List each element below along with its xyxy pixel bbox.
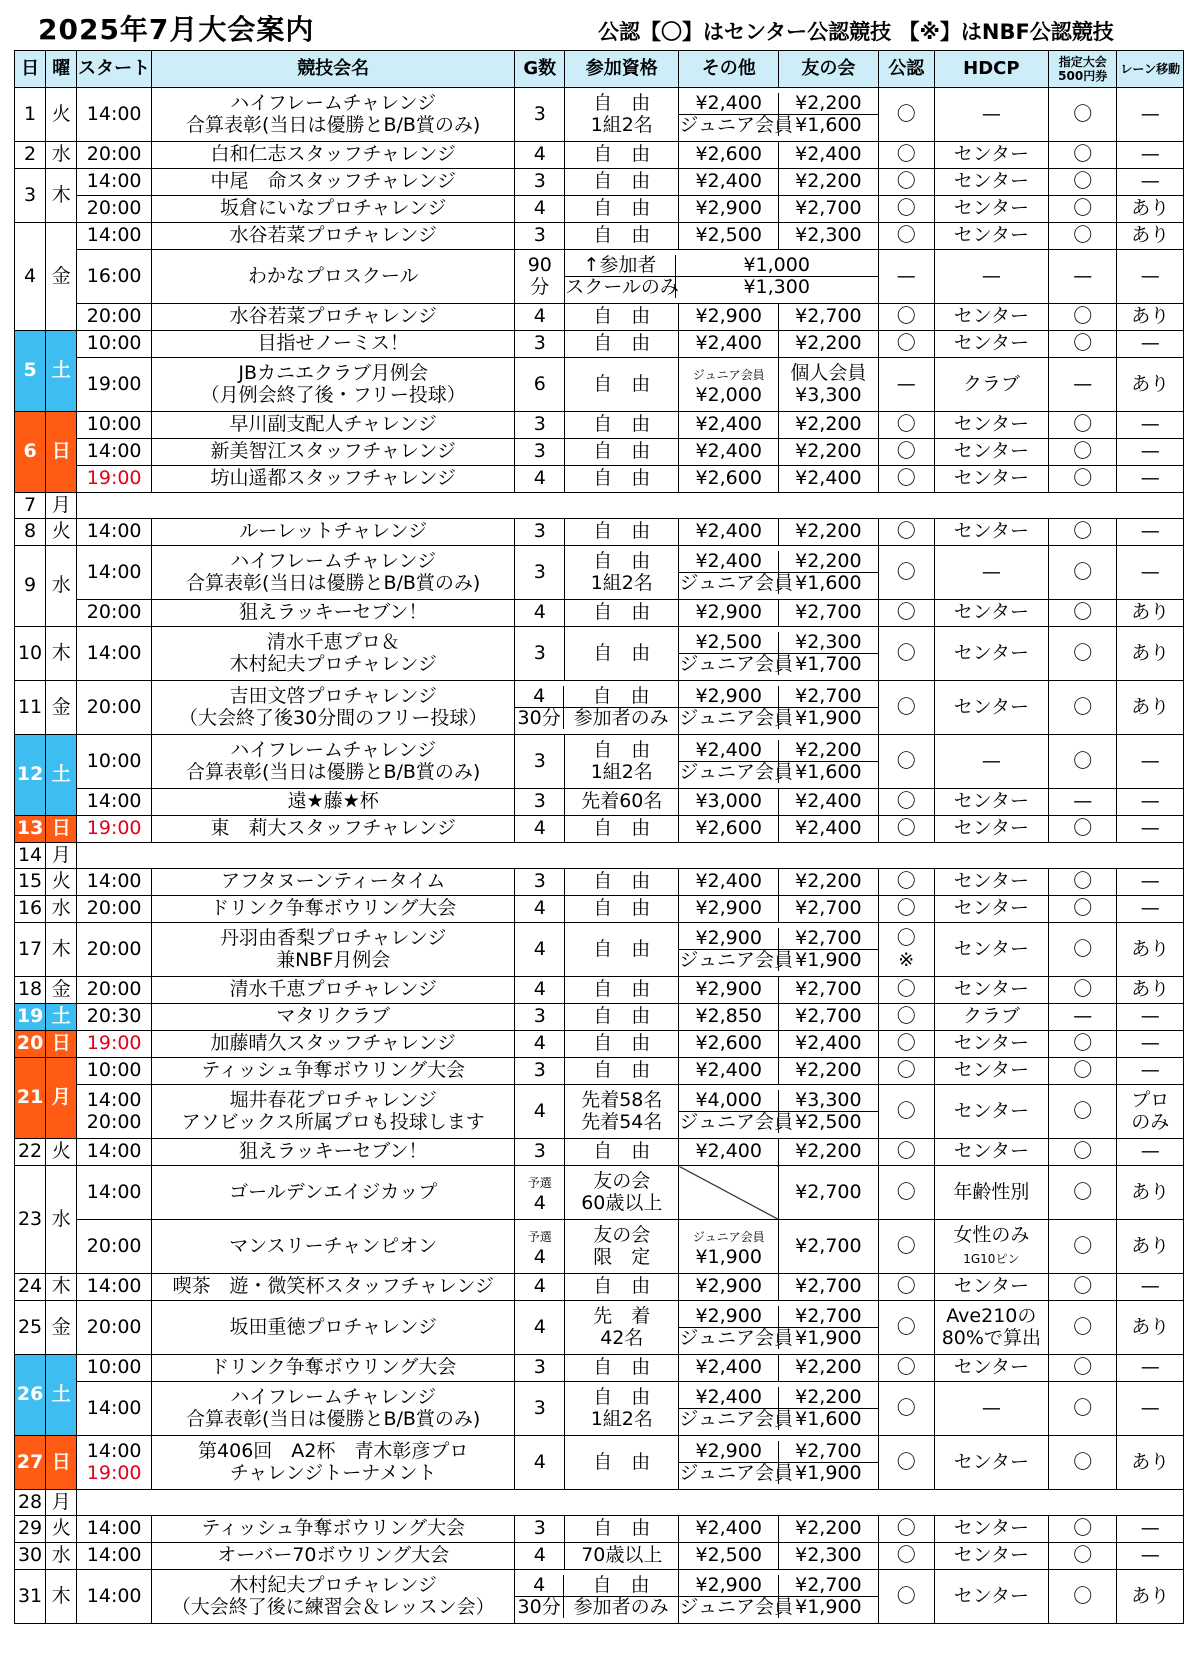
table-row: 14:00 ハイフレームチャレンジ 合算表彰(当日は優勝とB/B賞のみ) 3 自 由 1組2名 ¥2,400 ¥2,200 ジュニア会員 ¥1,600 〇 — 〇 — xyxy=(15,1382,1184,1436)
event-name: 坊山遥都スタッフチャレンジ xyxy=(152,466,515,493)
event-name: 喫茶 遊・微笑杯スタッフチャレンジ xyxy=(152,1274,515,1301)
table-row: 20:00 水谷若菜プロチャレンジ 4 自 由 ¥2,900 ¥2,700 〇 センター 〇 あり xyxy=(15,304,1184,331)
dow-cell: 火 xyxy=(46,88,77,142)
page-header xyxy=(0,0,1200,46)
table-row: 12 土 10:00 ハイフレームチャレンジ 合算表彰(当日は優勝とB/B賞のみ) 3 自 由 1組2名 ¥2,400 ¥2,200 ジュニア会員 ¥1,600 〇 — 〇 — xyxy=(15,735,1184,789)
certification-note: 公認【〇】はセンター公認競技 【※】はNBF公認競技 xyxy=(598,20,1114,44)
table-row: 3 木 14:00 中尾 命スタッフチャレンジ 3 自 由 ¥2,400 ¥2,200 〇 センター 〇 — xyxy=(15,169,1184,196)
col-games: G数 xyxy=(515,51,565,88)
event-name: 吉田文啓プロチャレンジ （大会終了後30分間のフリー投球） xyxy=(152,681,515,735)
col-lane: レーン移動 xyxy=(1117,51,1184,88)
table-row: 6 日 10:00 早川副支配人チャレンジ 3 自 由 ¥2,400 ¥2,200 〇 センター 〇 — xyxy=(15,412,1184,439)
col-member: 友の会 xyxy=(779,51,879,88)
event-name: ドリンク争奪ボウリング大会 xyxy=(152,896,515,923)
event-name: ハイフレームチャレンジ 合算表彰(当日は優勝とB/B賞のみ) xyxy=(152,735,515,789)
event-name: ハイフレームチャレンジ 合算表彰(当日は優勝とB/B賞のみ) xyxy=(152,546,515,600)
event-name: ティッシュ争奪ボウリング大会 xyxy=(152,1058,515,1085)
event-name: ルーレットチャレンジ xyxy=(152,519,515,546)
table-row: 19:00 JBカニエクラブ月例会 （月例会終了後・フリー投球） 6 自 由 ジュニア会員 ¥2,000 個人会員 ¥3,300 — クラブ — あり xyxy=(15,358,1184,412)
table-row: 28 月 xyxy=(15,1490,1184,1516)
event-name: 清水千恵プロ＆ 木村紀夫プロチャレンジ xyxy=(152,627,515,681)
lane-cell: — xyxy=(1117,88,1184,142)
event-name: ティッシュ争奪ボウリング大会 xyxy=(152,1516,515,1543)
col-qual: 参加資格 xyxy=(565,51,679,88)
event-name: オーバー70ボウリング大会 xyxy=(152,1543,515,1570)
table-row: 4 金 14:00 水谷若菜プロチャレンジ 3 自 由 ¥2,500 ¥2,300 〇 センター 〇 あり xyxy=(15,223,1184,250)
col-voucher: 指定大会500円券 xyxy=(1048,51,1117,88)
event-name: 狙えラッキーセブン！ xyxy=(152,1139,515,1166)
event-name: 遠★藤★杯 xyxy=(152,789,515,816)
table-row: 20:00 坂倉にいなプロチャレンジ 4 自 由 ¥2,900 ¥2,700 〇 センター 〇 あり xyxy=(15,196,1184,223)
qual-cell: 自 由 1組2名 xyxy=(565,88,679,142)
table-row: 19 土 20:30 マタリクラブ 3 自 由 ¥2,850 ¥2,700 〇 クラブ — — xyxy=(15,1004,1184,1031)
table-row: 5 土 10:00 目指せノーミス！ 3 自 由 ¥2,400 ¥2,200 〇 センター 〇 — xyxy=(15,331,1184,358)
table-row: 20:00 マンスリーチャンピオン 予選 4 友の会 限 定 ジュニア会員 ¥1,900 ¥2,700 〇 女性のみ 1G10ピン 〇 あり xyxy=(15,1220,1184,1274)
event-name: 目指せノーミス！ xyxy=(152,331,515,358)
table-row: 20 日 19:00 加藤晴久スタッフチャレンジ 4 自 由 ¥2,600 ¥2,400 〇 センター 〇 — xyxy=(15,1031,1184,1058)
day-cell: 1 xyxy=(15,88,46,142)
table-row: 14:00 20:00 堀井春花プロチャレンジ アソビックス所属プロも投球します 4 先着58名 先着54名 ¥4,000 ¥3,300 ジュニア会員 ¥2,500 〇 センター 〇 プロ のみ xyxy=(15,1085,1184,1139)
event-name: 新美智江スタッフチャレンジ xyxy=(152,439,515,466)
table-row: 16:00 わかなプロスクール 90 分 ↑参加者 ¥1,000 スクールのみ ¥1,300 — — — — xyxy=(15,250,1184,304)
table-row: 30 水 14:00 オーバー70ボウリング大会 4 70歳以上 ¥2,500 ¥2,300 〇 センター 〇 — xyxy=(15,1543,1184,1570)
table-row: 11 金 20:00 吉田文啓プロチャレンジ （大会終了後30分間のフリー投球） 4 自 由 30分 参加者のみ ¥2,900 ¥2,700 ジュニア会員 ¥1,900 〇 センター 〇 あり xyxy=(15,681,1184,735)
table-row: 8 火 14:00 ルーレットチャレンジ 3 自 由 ¥2,400 ¥2,200 〇 センター 〇 — xyxy=(15,519,1184,546)
event-name: 水谷若菜プロチャレンジ xyxy=(152,304,515,331)
event-name: 木村紀夫プロチャレンジ （大会終了後に練習会＆レッスン会） xyxy=(152,1570,515,1624)
event-name: 早川副支配人チャレンジ xyxy=(152,412,515,439)
event-name: ゴールデンエイジカップ xyxy=(152,1166,515,1220)
event-name: アフタヌーンティータイム xyxy=(152,869,515,896)
schedule-table xyxy=(14,50,1184,1624)
table-row: 19:00 坊山遥都スタッフチャレンジ 4 自 由 ¥2,600 ¥2,400 〇 センター 〇 — xyxy=(15,466,1184,493)
table-row: 23 水 14:00 ゴールデンエイジカップ 予選 4 友の会 60歳以上 ¥2,700 〇 年齢性別 〇 あり xyxy=(15,1166,1184,1220)
col-day: 日 xyxy=(15,51,46,88)
col-name: 競技会名 xyxy=(152,51,515,88)
event-name: 第406回 A2杯 青木彰彦プロ チャレンジトーナメント xyxy=(152,1436,515,1490)
event-name: JBカニエクラブ月例会 （月例会終了後・フリー投球） xyxy=(152,358,515,412)
table-row: 10 木 14:00 清水千恵プロ＆ 木村紀夫プロチャレンジ 3 自 由 ¥2,500 ¥2,300 ジュニア会員 ¥1,700 〇 センター 〇 あり xyxy=(15,627,1184,681)
page-title: 2025年7月大会案内 xyxy=(38,13,315,46)
table-row: 15 火 14:00 アフタヌーンティータイム 3 自 由 ¥2,400 ¥2,200 〇 センター 〇 — xyxy=(15,869,1184,896)
col-dow: 曜 xyxy=(46,51,77,88)
table-row: 2 水 20:00 白和仁志スタッフチャレンジ 4 自 由 ¥2,600 ¥2,400 〇 センター 〇 — xyxy=(15,142,1184,169)
table-row: 25 金 20:00 坂田重徳プロチャレンジ 4 先 着 42名 ¥2,900 ¥2,700 ジュニア会員 ¥1,900 〇 Ave210の 80%で算出 〇 あり xyxy=(15,1301,1184,1355)
table-row: 16 水 20:00 ドリンク争奪ボウリング大会 4 自 由 ¥2,900 ¥2,700 〇 センター 〇 — xyxy=(15,896,1184,923)
table-row: 22 火 14:00 狙えラッキーセブン！ 3 自 由 ¥2,400 ¥2,200 〇 センター 〇 — xyxy=(15,1139,1184,1166)
table-row: 7 月 xyxy=(15,493,1184,519)
games-cell: 3 xyxy=(515,88,565,142)
event-name: マタリクラブ xyxy=(152,1004,515,1031)
table-row: 9 水 14:00 ハイフレームチャレンジ 合算表彰(当日は優勝とB/B賞のみ) 3 自 由 1組2名 ¥2,400 ¥2,200 ジュニア会員 ¥1,600 〇 — 〇 — xyxy=(15,546,1184,600)
table-row: 14 月 xyxy=(15,843,1184,869)
table-row: 24 木 14:00 喫茶 遊・微笑杯スタッフチャレンジ 4 自 由 ¥2,900 ¥2,700 〇 センター 〇 — xyxy=(15,1274,1184,1301)
event-name: 丹羽由香梨プロチャレンジ 兼NBF月例会 xyxy=(152,923,515,977)
event-name: 狙えラッキーセブン！ xyxy=(152,600,515,627)
table-row: 13 日 19:00 東 莉大スタッフチャレンジ 4 自 由 ¥2,600 ¥2,400 〇 センター 〇 — xyxy=(15,816,1184,843)
cert-cell: 〇 xyxy=(878,88,934,142)
event-name: 白和仁志スタッフチャレンジ xyxy=(152,142,515,169)
event-name: 加藤晴久スタッフチャレンジ xyxy=(152,1031,515,1058)
start-cell: 14:00 xyxy=(77,88,152,142)
table-row: 14:00 新美智江スタッフチャレンジ 3 自 由 ¥2,400 ¥2,200 〇 センター 〇 — xyxy=(15,439,1184,466)
table-row: 31 木 14:00 木村紀夫プロチャレンジ （大会終了後に練習会＆レッスン会） 4 自 由 30分 参加者のみ ¥2,900 ¥2,700 ジュニア会員 ¥1,900 〇 センター 〇 あり xyxy=(15,1570,1184,1624)
table-row: 27 日 14:00 19:00 第406回 A2杯 青木彰彦プロ チャレンジトーナメント 4 自 由 ¥2,900 ¥2,700 ジュニア会員 ¥1,900 〇 センター 〇 あり xyxy=(15,1436,1184,1490)
col-hdcp: HDCP xyxy=(934,51,1048,88)
table-row: 21 月 10:00 ティッシュ争奪ボウリング大会 3 自 由 ¥2,400 ¥2,200 〇 センター 〇 — xyxy=(15,1058,1184,1085)
col-start: スタート xyxy=(77,51,152,88)
event-name: ハイフレームチャレンジ 合算表彰(当日は優勝とB/B賞のみ) xyxy=(152,88,515,142)
table-row: 20:00 狙えラッキーセブン！ 4 自 由 ¥2,900 ¥2,700 〇 センター 〇 あり xyxy=(15,600,1184,627)
event-name: 中尾 命スタッフチャレンジ xyxy=(152,169,515,196)
table-row: 26 土 10:00 ドリンク争奪ボウリング大会 3 自 由 ¥2,400 ¥2,200 〇 センター 〇 — xyxy=(15,1355,1184,1382)
col-other: その他 xyxy=(679,51,779,88)
event-name: 清水千恵プロチャレンジ xyxy=(152,977,515,1004)
table-row: 18 金 20:00 清水千恵プロチャレンジ 4 自 由 ¥2,900 ¥2,700 〇 センター 〇 あり xyxy=(15,977,1184,1004)
hdcp-cell: — xyxy=(934,88,1048,142)
col-cert: 公認 xyxy=(878,51,934,88)
event-name: 坂田重徳プロチャレンジ xyxy=(152,1301,515,1355)
table-row xyxy=(15,88,1184,142)
fee-cell: ¥2,400 ¥2,200 ジュニア会員 ¥1,600 xyxy=(679,88,878,142)
not-applicable-cell xyxy=(679,1166,779,1220)
event-name: ハイフレームチャレンジ 合算表彰(当日は優勝とB/B賞のみ) xyxy=(152,1382,515,1436)
event-name: ドリンク争奪ボウリング大会 xyxy=(152,1355,515,1382)
voucher-cell: 〇 xyxy=(1048,88,1117,142)
header-row xyxy=(15,51,1184,88)
event-name: わかなプロスクール xyxy=(152,250,515,304)
table-row: 29 火 14:00 ティッシュ争奪ボウリング大会 3 自 由 ¥2,400 ¥2,200 〇 センター 〇 — xyxy=(15,1516,1184,1543)
event-name: 東 莉大スタッフチャレンジ xyxy=(152,816,515,843)
event-name: 堀井春花プロチャレンジ アソビックス所属プロも投球します xyxy=(152,1085,515,1139)
event-name: マンスリーチャンピオン xyxy=(152,1220,515,1274)
event-name: 水谷若菜プロチャレンジ xyxy=(152,223,515,250)
table-row: 14:00 遠★藤★杯 3 先着60名 ¥3,000 ¥2,400 〇 センター — — xyxy=(15,789,1184,816)
event-name: 坂倉にいなプロチャレンジ xyxy=(152,196,515,223)
table-row: 17 木 20:00 丹羽由香梨プロチャレンジ 兼NBF月例会 4 自 由 ¥2,900 ¥2,700 ジュニア会員 ¥1,900 〇 ※ センター 〇 あり xyxy=(15,923,1184,977)
